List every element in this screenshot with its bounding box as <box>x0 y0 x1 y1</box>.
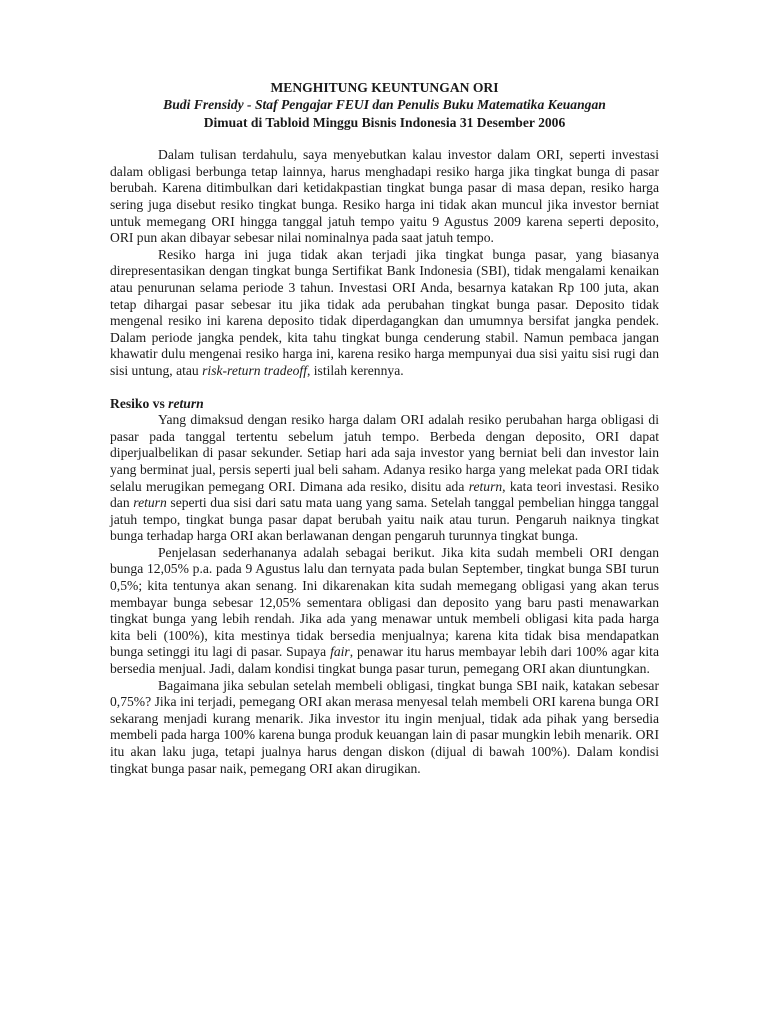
section-paragraph-1 <box>110 412 659 545</box>
section-heading <box>110 396 659 413</box>
document-page <box>110 79 659 777</box>
section-paragraph-2-emphasis: fair <box>330 644 350 660</box>
document-title: MENGHITUNG KEUNTUNGAN ORI <box>270 80 499 95</box>
section-paragraph-2-text-a: Penjelasan sederhananya adalah sebagai berikut. Jika kita sudah membeli ORI dengan bunga 12,05% p.a. pada 9 Agustus lalu dan ternyata pada bulan September, tingkat bunga SBI turun 0,5%; kita tentunya akan senang. Ini dikarenakan kita sudah memegang obligasi yang akan terus membayar bunga sebesar 12,05% sementara obligasi dan deposito yang baru pasti menawarkan tingkat bunga yang lebih rendah. Jika ada yang menawar untuk membeli obligasi kita pada harga kita beli (100%), kita mestinya tidak bersedia menjualnya; karena kita tidak bisa mendapatkan bunga setinggi itu lagi di pasar. Supaya <box>110 544 659 660</box>
section-paragraph-1-text-b: , kata teori investasi. Resiko dan <box>110 478 659 511</box>
intro-paragraph-2 <box>110 247 659 380</box>
section-paragraph-1-text-c: seperti dua sisi dari satu mata uang yang sama. Setelah tanggal pembelian hingga tanggal jatuh tempo, tingkat bunga pasar dapat berubah yaitu naik atau turun. Pengaruh naiknya tingkat bunga terhadap harga ORI akan berlawanan dengan pengaruh turunnya tingkat bunga. <box>110 495 659 544</box>
intro-paragraph-2-text-a: Resiko harga ini juga tidak akan terjadi jika tingkat bunga pasar, yang biasanya direpresentasikan dengan tingkat bunga Sertifikat Bank Indonesia (SBI), tidak mengalami kenaikan atau penurunan selama periode 3 tahun. Investasi ORI Anda, besarnya katakan Rp 100 juta, akan tetap dihargai pasar sebesar itu jika tidak ada perubahan tingkat bunga pasar. Deposito tidak mengenal resiko ini karena deposito tidak diperdagangkan dan umumnya bersifat jangka pendek. Dalam periode jangka pendek, kita tahu tingkat bunga cenderung stabil. Namun pembaca jangan khawatir dulu mengenai resiko harga ini, karena resiko harga mempunyai dua sisi yaitu sisi rugi dan sisi untung, atau <box>110 246 659 378</box>
section-heading-emphasis: return <box>168 395 204 411</box>
section-paragraph-1-text-a: Yang dimaksud dengan resiko harga dalam ORI adalah resiko perubahan harga obligasi di pasar pada tanggal tertentu sebelum jatuh tempo. Berbeda dengan deposito, ORI dapat diperjualbelikan di pasar sekunder. Setiap hari ada saja investor yang berniat beli dan investor lain yang berminat jual, persis seperti jual beli saham. Adanya resiko harga yang melekat pada ORI tidak selalu merugikan pemegang ORI. Dimana ada resiko, disitu ada <box>110 412 659 494</box>
intro-paragraph-2-text-b: , istilah kerennya. <box>306 362 404 378</box>
author-line <box>110 96 659 113</box>
section-heading-text: Resiko vs <box>110 395 169 411</box>
section-paragraph-3: Bagaimana jika sebulan setelah membeli obligasi, tingkat bunga SBI naik, katakan sebesar 0,75%? Jika ini terjadi, pemegang ORI akan merasa menyesal telah membeli ORI karena bunga ORI sekarang menjadi kurang menarik. Jika investor itu ingin menjual, tidak ada pihak yang bersedia membeli pada harga 100% karena bunga produk keuangan lain di pasar mungkin lebih menarik. ORI itu akan laku juga, tetapi jualnya harus dengan diskon (dijual di bawah 100%). Dalam kondisi tingkat bunga pasar naik, pemegang ORI akan dirugikan. <box>110 677 660 776</box>
section-paragraph-2-text-b: , penawar itu harus membayar lebih dari 100% agar kita bersedia menjual. Jadi, dalam kondisi tingkat bunga pasar turun, pemegang ORI akan diuntungkan. <box>110 644 659 677</box>
section-paragraph-2 <box>110 545 659 678</box>
author-role: - Staf Pengajar FEUI dan Penulis Buku Matematika Keuangan <box>243 97 606 113</box>
document-header <box>110 79 659 131</box>
author-name: Budi Frensidy <box>163 97 244 113</box>
section-paragraph-1-emphasis-1: return <box>468 478 503 494</box>
intro-paragraph-1: Dalam tulisan terdahulu, saya menyebutkan kalau investor dalam ORI, seperti investasi dalam obligasi berbunga tetap lainnya, harus menghadapi resiko harga jika tingkat bunga di pasar berubah. Karena ditimbulkan dari ketidakpastian tingkat bunga pasar di masa depan, resiko harga sering juga disebut resiko tingkat bunga. Resiko harga ini tidak akan muncul jika investor berniat untuk memegang ORI hingga tanggal jatuh tempo yaitu 9 Agustus 2009 karena seperti deposito, ORI pun akan dibayar sebesar nilai nominalnya pada saat jatuh tempo. <box>110 147 659 246</box>
section-paragraph-1-emphasis-2: return <box>133 495 167 511</box>
publication-line: Dimuat di Tabloid Minggu Bisnis Indonesia 31 Desember 2006 <box>203 114 566 130</box>
intro-paragraph-2-emphasis: risk-return tradeoff <box>202 362 307 378</box>
